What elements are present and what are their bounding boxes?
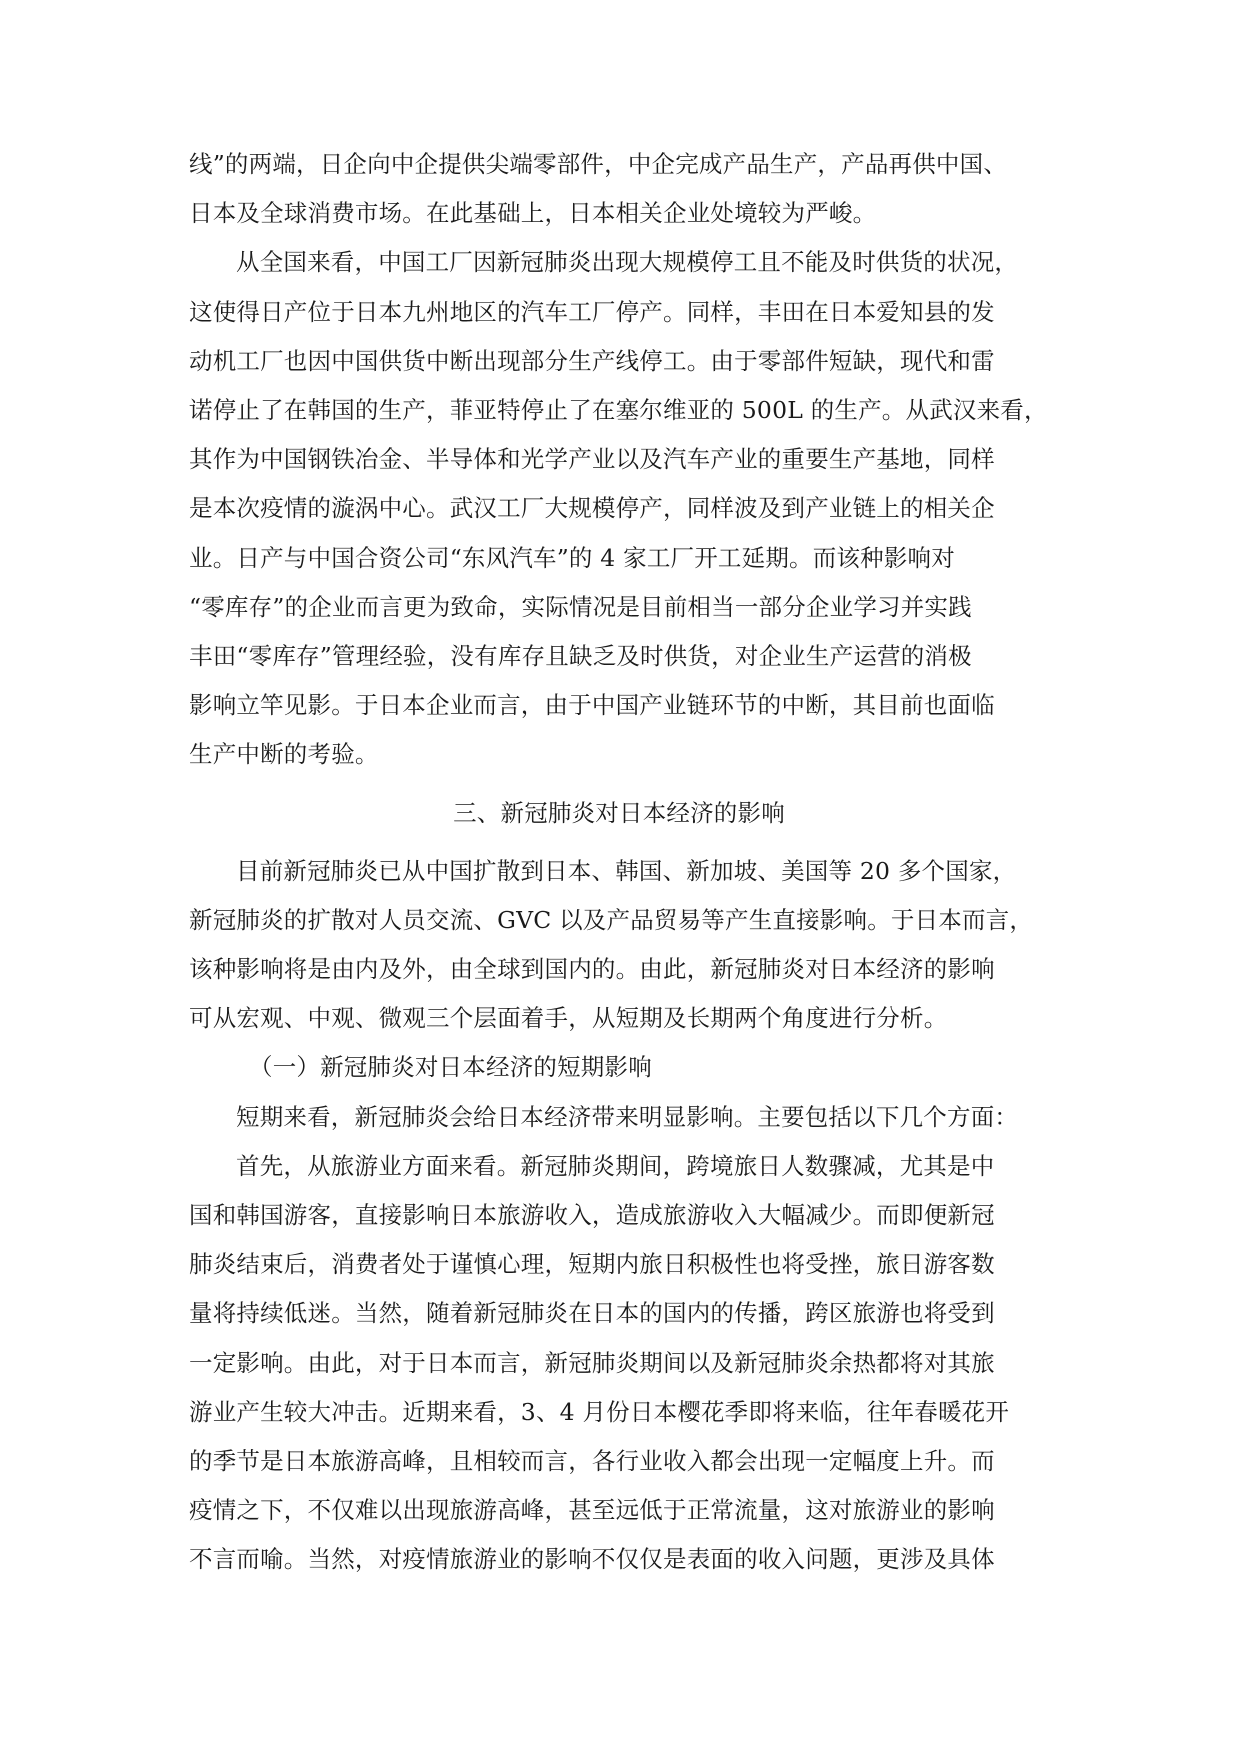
subsection-heading: （一）新冠肺炎对日本经济的短期影响: [249, 1053, 652, 1082]
paragraph-continuation: [189, 140, 1049, 238]
section-heading: 三、新冠肺炎对日本经济的影响: [453, 799, 785, 828]
text-line: 其作为中国钢铁冶金、半导体和光学产业以及汽车产业的重要生产基地，同样: [189, 445, 995, 474]
document-body: [189, 140, 1049, 1584]
paragraph-tourism: [189, 1142, 1049, 1585]
text-line: 日本及全球消费市场。在此基础上，日本相关企业处境较为严峻。: [189, 199, 877, 228]
text-line: 首先，从旅游业方面来看。新冠肺炎期间，跨境旅日人数骤减，尤其是中: [236, 1151, 995, 1180]
text-line: 肺炎结束后，消费者处于谨慎心理，短期内旅日积极性也将受挫，旅日游客数: [189, 1250, 995, 1279]
text-line: 国和韩国游客，直接影响日本旅游收入，造成旅游收入大幅减少。而即便新冠: [189, 1200, 995, 1229]
text-line: 动机工厂也因中国供货中断出现部分生产线停工。由于零部件短缺，现代和雷: [189, 346, 995, 375]
text-line: 生产中断的考验。: [189, 740, 379, 769]
text-line: 这使得日产位于日本九州地区的汽车工厂停产。同样，丰田在日本爱知县的发: [189, 297, 995, 326]
text-line: 的季节是日本旅游高峰，且相较而言，各行业收入都会出现一定幅度上升。而: [189, 1446, 995, 1475]
text-line: 量将持续低迷。当然，随着新冠肺炎在日本的国内的传播，跨区旅游也将受到: [189, 1299, 995, 1328]
text-line: 短期来看，新冠肺炎会给日本经济带来明显影响。主要包括以下几个方面：: [236, 1102, 1019, 1131]
text-line: 从全国来看，中国工厂因新冠肺炎出现大规模停工且不能及时供货的状况，: [236, 248, 1019, 277]
text-line: 游业产生较大冲击。近期来看，3、4 月份日本樱花季即将来临，往年春暖花开: [189, 1397, 1010, 1426]
text-line: 该种影响将是由内及外，由全球到国内的。由此，新冠肺炎对日本经济的影响: [189, 955, 995, 983]
text-line: 疫情之下，不仅难以出现旅游高峰，甚至远低于正常流量，这对旅游业的影响: [189, 1496, 995, 1525]
text-line: “零库存”的企业而言更为致命，实际情况是目前相当一部分企业学习并实践: [189, 592, 972, 621]
paragraph-intro: [189, 847, 1049, 1044]
text-line: 诺停止了在韩国的生产，菲亚特停止了在塞尔维亚的 500L 的生产。从武汉来看，: [189, 395, 1048, 424]
text-line: 可从宏观、中观、微观三个层面着手，从短期及长期两个角度进行分析。: [189, 1004, 948, 1033]
text-line: 目前新冠肺炎已从中国扩散到日本、韩国、新加坡、美国等 20 多个国家，: [236, 856, 1017, 885]
text-line: 影响立竿见影。于日本企业而言，由于中国产业链环节的中断，其目前也面临: [189, 691, 995, 720]
text-line: 新冠肺炎的扩散对人员交流、GVC 以及产品贸易等产生直接影响。于日本而言，: [189, 905, 1034, 934]
text-line: 业。日产与中国合资公司“东风汽车”的 4 家工厂开工延期。而该种影响对: [189, 543, 955, 572]
text-line: 不言而喻。当然，对疫情旅游业的影响不仅仅是表面的收入问题，更涉及具体: [189, 1545, 995, 1574]
text-line: 线”的两端，日企向中企提供尖端零部件，中企完成产品生产，产品再供中国、: [189, 150, 1008, 178]
text-line: 是本次疫情的漩涡中心。武汉工厂大规模停产，同样波及到产业链上的相关企: [189, 494, 995, 523]
paragraph-short-term: [189, 1093, 1049, 1142]
text-line: 一定影响。由此，对于日本而言，新冠肺炎期间以及新冠肺炎余热都将对其旅: [189, 1348, 995, 1377]
paragraph-supply-chain: [189, 238, 1049, 779]
text-line: 丰田“零库存”管理经验，没有库存且缺乏及时供货，对企业生产运营的消极: [189, 641, 972, 670]
